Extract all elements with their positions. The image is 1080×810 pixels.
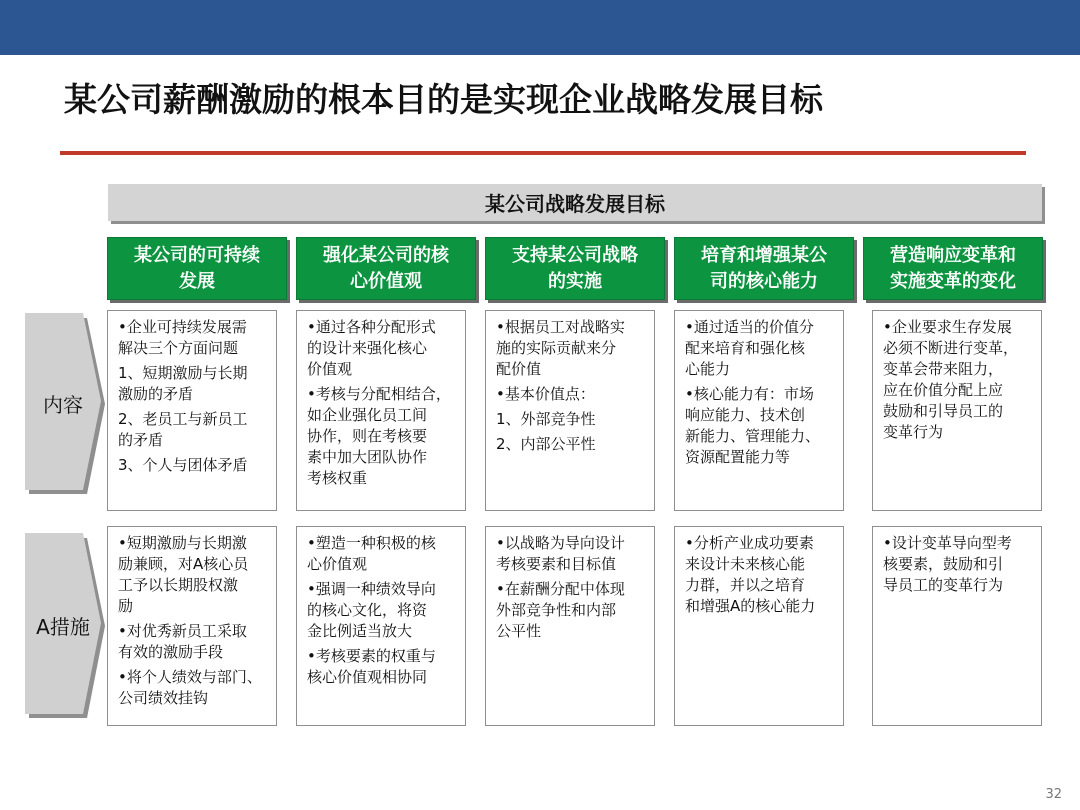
measure-cell-2 — [296, 526, 466, 726]
cell-paragraph: •分析产业成功要素 来设计未来核心能 力群，并以之培育 和增强A的核心能力 — [685, 534, 816, 615]
cell-paragraph: 3、个人与团体矛盾 — [118, 456, 248, 474]
measure-cell-5 — [872, 526, 1042, 726]
cell-paragraph: 2、内部公平性 — [496, 435, 596, 453]
row-label-text: A措施 — [36, 615, 90, 639]
cell-paragraph: •企业可持续发展需 解决三个方面问题 — [118, 318, 247, 357]
cell-paragraph: •基本价值点： — [496, 385, 595, 403]
cell-paragraph: •短期激励与长期激 励兼顾，对A核心员 工予以长期股权激 励 — [118, 534, 249, 615]
top-banner — [0, 0, 1080, 55]
column-header-1: 某公司的可持续 发展 — [107, 237, 287, 300]
cell-paragraph: •根据员工对战略实 施的实际贡献来分 配价值 — [496, 318, 625, 378]
content-cell-5 — [872, 310, 1042, 511]
column-header-5: 营造响应变革和 实施变革的变化 — [863, 237, 1043, 300]
cell-paragraph: •核心能力有：市场 响应能力、技术创 新能力、管理能力、 资源配置能力等 — [685, 385, 821, 466]
cell-paragraph: 1、短期激励与长期 激励的矛盾 — [118, 364, 248, 403]
row-label-measures — [25, 533, 107, 720]
page-number: 32 — [1045, 787, 1062, 802]
content-cell-2 — [296, 310, 466, 511]
row-label-content — [25, 313, 107, 496]
measure-cell-3 — [485, 526, 655, 726]
cell-paragraph: •塑造一种积极的核 心价值观 — [307, 534, 436, 573]
title-underline — [60, 151, 1026, 155]
cell-paragraph: 1、外部竞争性 — [496, 410, 596, 428]
cell-paragraph: •将个人绩效与部门、 公司绩效挂钩 — [118, 668, 262, 707]
cell-paragraph: •在薪酬分配中体现 外部竞争性和内部 公平性 — [496, 580, 625, 640]
column-header-4: 培育和增强某公 司的核心能力 — [674, 237, 854, 300]
cell-paragraph: •强调一种绩效导向 的核心文化，将资 金比例适当放大 — [307, 580, 436, 640]
cell-paragraph: 2、老员工与新员工 的矛盾 — [118, 410, 248, 449]
cell-paragraph: •设计变革导向型考 核要素，鼓励和引 导员工的变革行为 — [883, 534, 1012, 594]
slide-title: 某公司薪酬激励的根本目的是实现企业战略发展目标 — [64, 80, 823, 119]
cell-paragraph: •以战略为导向设计 考核要素和目标值 — [496, 534, 625, 573]
cell-paragraph: •企业要求生存发展 必须不断进行变革， 变革会带来阻力， 应在价值分配上应 鼓励和引导员工的 变革行为 — [883, 318, 1019, 441]
measure-cell-4 — [674, 526, 844, 726]
content-cell-1 — [107, 310, 277, 511]
column-header-3: 支持某公司战略 的实施 — [485, 237, 665, 300]
column-header-2: 强化某公司的核 心价值观 — [296, 237, 476, 300]
content-cell-4 — [674, 310, 844, 511]
cell-paragraph: •考核与分配相结合， 如企业强化员工间 协作，则在考核要 素中加大团队协作 考核权重 — [307, 385, 451, 487]
row-label-text: 内容 — [43, 393, 83, 417]
cell-paragraph: •通过适当的价值分 配来培育和强化核 心能力 — [685, 318, 814, 378]
cell-paragraph: •通过各种分配形式 的设计来强化核心 价值观 — [307, 318, 436, 378]
cell-paragraph: •对优秀新员工采取 有效的激励手段 — [118, 622, 247, 661]
measure-cell-1 — [107, 526, 277, 726]
cell-paragraph: •考核要素的权重与 核心价值观相协同 — [307, 647, 436, 686]
content-cell-3 — [485, 310, 655, 511]
strategy-header: 某公司战略发展目标 — [108, 184, 1042, 221]
